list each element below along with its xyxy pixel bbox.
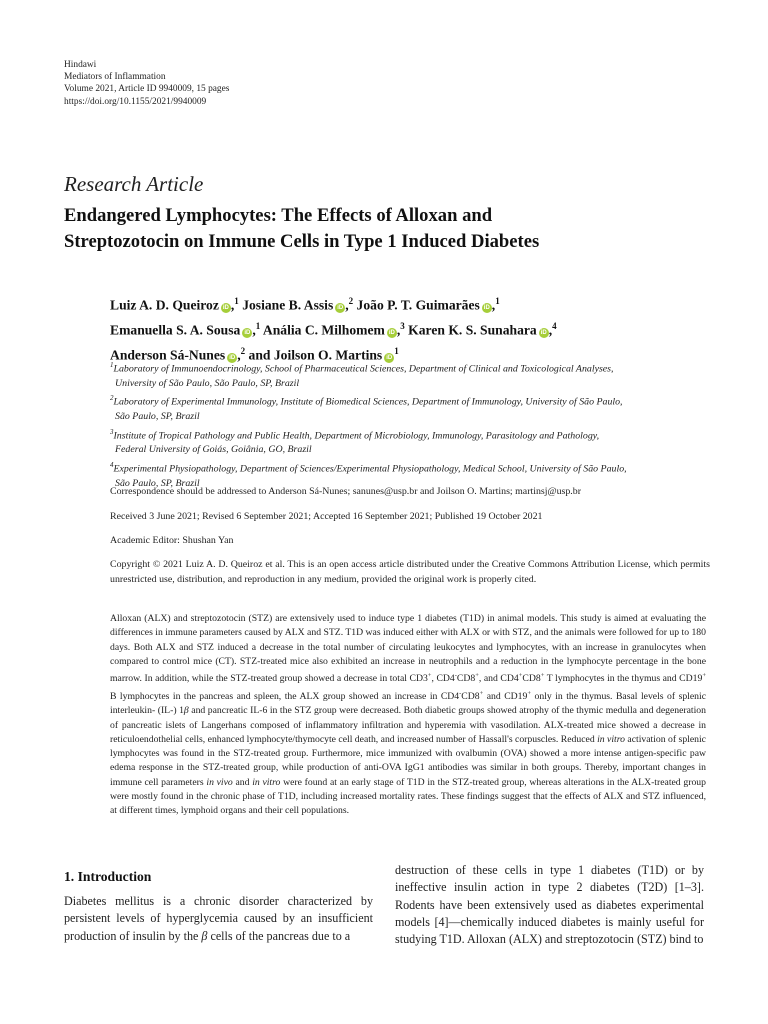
author-name: Luiz A. D. Queiroz: [110, 297, 219, 313]
author-affil-sup: 1: [255, 321, 261, 332]
author-line-1: Luiz A. D. Queiroz iD ,$^1$ Josiane B. Assis iD ,$^2$ João P. T. Guimarães iD ,$^1$: [110, 296, 500, 313]
author-name: Josiane B. Assis: [242, 297, 334, 313]
affiliation-item: $^2$Laboratory of Experimental Immunology, Institute of Biomedical Sciences, Department of Immunology, University of São Paulo, São Paulo, SP, Brazil: [110, 394, 623, 423]
orcid-icon[interactable]: iD: [244, 329, 251, 336]
correspondence: Correspondence should be addressed to Anderson Sá-Nunes; sanunes@usp.br and Joilson O. Martins; martinsj@usp.br: [110, 486, 582, 497]
author-name: Karen K. S. Sunahara: [408, 322, 537, 338]
author-name: Anderson Sá-Nunes: [110, 347, 226, 363]
publication-dates: Received 3 June 2021; Revised 6 September 2021; Accepted 16 September 2021; Published 19 October 2021: [110, 511, 543, 522]
author-affil-sup: 4: [552, 321, 557, 332]
orcid-icon[interactable]: iD: [337, 304, 344, 311]
section-heading: 1. Introduction: [64, 869, 152, 884]
author-affil-sup: 2: [348, 296, 354, 306]
affiliation-item: $^4$Experimental Physiopathology, Department of Sciences/Experimental Physiopathology, Medical School, University of São Paulo, São Paulo, SP, Brazil: [110, 460, 627, 489]
journal-name: Mediators of Inflammation: [64, 72, 166, 83]
author-name: Emanuella S. A. Sousa: [110, 322, 241, 338]
author-affil-sup: 1: [234, 296, 239, 306]
author-name: Anália C. Milhomem: [262, 322, 385, 338]
abstract: Alloxan (ALX) and streptozotocin (STZ) are extensively used to induce type 1 diabetes (T1D) in animal models. This study is aimed at evaluating the differences in immune parameters caused by ALX and STZ. T1D was induced either with ALX or with STZ, and the animals were followed for up to 180 days. Both ALX and STZ induced a decrease in the total number of circulating leukocytes and lymphocytes, with an increase in granulocytes when compared to control mice (CT). STZ-treated mice also exhibited an increase in neutrophils and a reduction in the lymphocyte percentage in the bone marrow. In addition, while the STZ-treated group showed a decrease in total CD3+, CD4-CD8+, and CD4+CD8+ T lymphocytes in the thymus and CD19+ B lymphocytes in the pancreas and spleen, the ALX group showed an increase in CD4-CD8+ and CD19+ only in the thymus. Basal levels of splenic interleukin- (IL-) 1β and pancreatic IL-6 in the STZ group were decreased. Both diabetic groups showed atrophy of the thymic medulla and degeneration of pancreatic islets of Langerhans composed of inflammatory infiltration and hyperemia with vasodilation. ALX-treated mice showed a decrease in reticuloendothelial cells, enhanced lymphocyte/thymocyte cell death, and increased number of Hassall's corpuscles. Reduced in vitro activation of splenic lymphocytes was found in the STZ-treated group. Furthermore, mice immunized with ovalbumin (OVA) showed a more intense antigen-specific paw edema response in the STZ-treated group, while production of anti-OVA IgG1 antibodies was similar in both groups. Thereby, important changes in immune cell parameters in vivo and in vitro were found at an early stage of T1D in the STZ-treated group, whereas alterations in the ALX-treated group were mostly found in the chronic phase of T1D, including increased mortality rates. These findings suggest that the effects of ALX and STZ influenced, at different times, lymphoid organs and their cell populations.: [110, 613, 707, 817]
article-type: Research Article: [64, 172, 204, 196]
copyright-notice: Copyright © 2021 Luiz A. D. Queiroz et al. This is an open access article distributed under the Creative Commons Attribution License, which permits unrestricted use, distribution, and reproduction in any medium, provided the original work is properly cited.: [110, 559, 710, 585]
author-and: and: [248, 347, 271, 363]
intro-right-column: destruction of these cells in type 1 diabetes (T1D) or by ineffective insulin action in type 2 diabetes (T2D) [1–3]. Rodents have been extensively used as diabetes experimental models [4]—chemically induced diabetes is mainly useful for studying T1D. Alloxan (ALX) and streptozotocin (STZ) bind to: [395, 863, 704, 947]
author-list: [110, 291, 730, 366]
orcid-icon[interactable]: iD: [388, 329, 395, 336]
volume-line: Volume 2021, Article ID 9940009, 15 pages: [64, 84, 230, 95]
academic-editor: Academic Editor: Shushan Yan: [110, 535, 234, 546]
orcid-icon[interactable]: iD: [222, 304, 229, 311]
intro-left-column: Diabetes mellitus is a chronic disorder characterized by persistent levels of hyperglycemia caused by an insufficient production of insulin by the β cells of the pancreas due to a: [64, 894, 373, 943]
article-title: [64, 203, 724, 255]
doi-link[interactable]: https://doi.org/10.1155/2021/9940009: [64, 96, 207, 107]
orcid-icon[interactable]: iD: [229, 354, 236, 361]
affiliation-item: $^1$Laboratory of Immunoendocrinology, School of Pharmaceutical Sciences, Department of Clinical and Toxicological Analyses, University of São Paulo, São Paulo, SP, Brazil: [110, 361, 614, 389]
author-name: Joilson O. Martins: [273, 347, 383, 363]
title-line-1: Endangered Lymphocytes: The Effects of Alloxan and: [64, 205, 493, 226]
title-line-2: Streptozotocin on Immune Cells in Type 1 Induced Diabetes: [64, 231, 540, 252]
author-line-3: Anderson Sá-Nunes iD ,$^2$ and Joilson O. Martins $iD^1$: [110, 346, 399, 363]
orcid-icon[interactable]: iD: [483, 304, 490, 311]
author-affil-sup: 1: [495, 296, 500, 306]
author-affil-sup: 3: [400, 321, 405, 332]
author-affil-sup: 1: [394, 346, 399, 357]
author-affil-sup: 2: [240, 346, 246, 357]
journal-header: [64, 59, 229, 108]
orcid-icon[interactable]: iD: [540, 329, 547, 336]
author-line-2: Emanuella S. A. Sousa iD ,$^1$ Anália C. Milhomem iD ,$^3$ Karen K. S. Sunahara iD ,$^4$: [110, 321, 557, 338]
affiliation-list: [110, 358, 710, 491]
orcid-icon[interactable]: iD: [386, 354, 393, 361]
publisher-name: Hindawi: [64, 60, 97, 70]
author-name: João P. T. Guimarães: [356, 297, 480, 313]
affiliation-item: $^3$Institute of Tropical Pathology and Public Health, Department of Microbiology, Immunology, Parasitology and Pathology, Federal University of Goiás, Goiânia, GO, Brazil: [110, 427, 600, 456]
